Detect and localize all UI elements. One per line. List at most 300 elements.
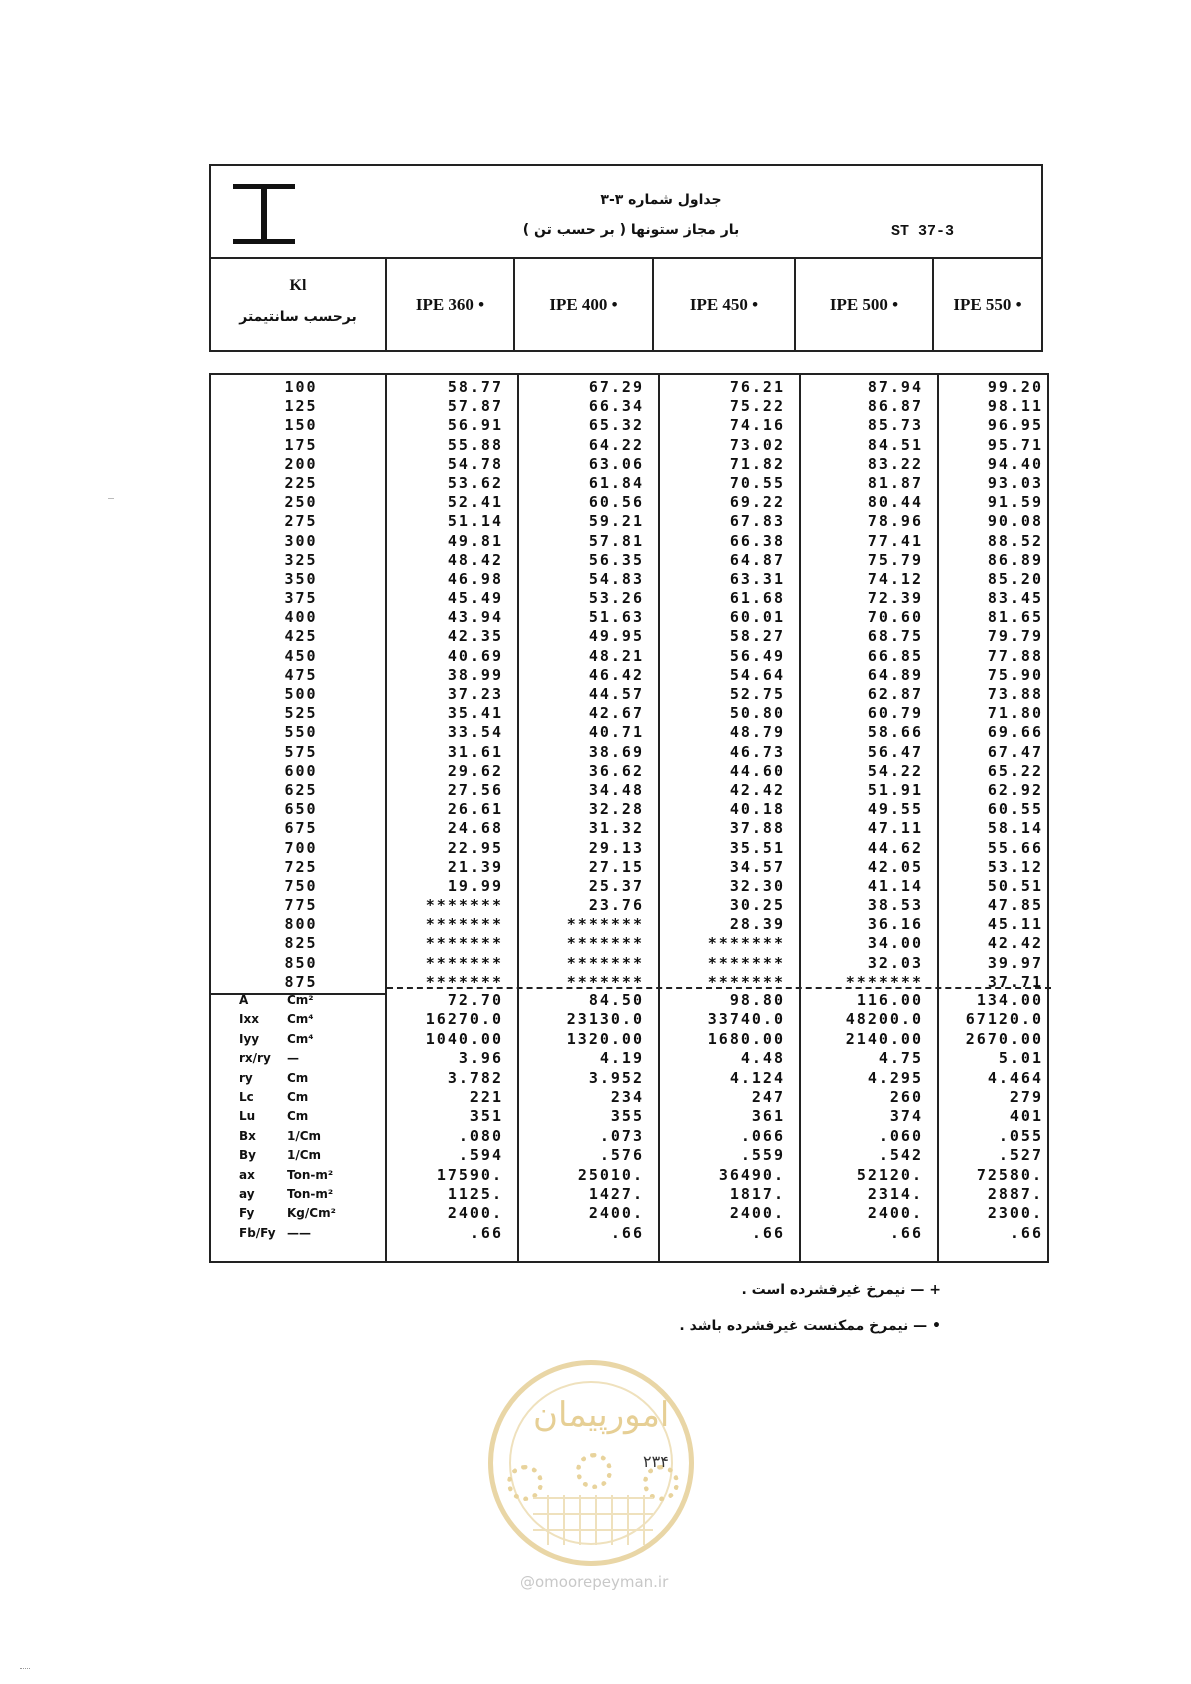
load-value: 81.87 xyxy=(867,473,923,492)
kl-value: 125 xyxy=(284,397,318,416)
load-value: ******* xyxy=(425,972,503,991)
load-value: 85.20 xyxy=(987,569,1043,588)
kl-value: 275 xyxy=(284,512,318,531)
kl-value: 775 xyxy=(284,896,318,915)
load-value: 35.51 xyxy=(729,838,785,857)
table-row xyxy=(211,397,1047,416)
load-value: ******* xyxy=(566,972,644,991)
load-value: 88.52 xyxy=(987,531,1043,550)
property-value: 355 xyxy=(610,1107,644,1126)
load-value: 95.71 xyxy=(987,435,1043,454)
property-unit: Cm² xyxy=(287,993,314,1007)
property-unit: — xyxy=(287,1051,299,1066)
table-row xyxy=(211,532,1047,551)
kl-value: 100 xyxy=(284,378,318,396)
load-value: 46.42 xyxy=(588,665,644,684)
load-value: 49.81 xyxy=(447,531,503,550)
property-value: 67120.0 xyxy=(965,1010,1043,1029)
load-value: 48.42 xyxy=(447,550,503,569)
load-value: 29.62 xyxy=(447,761,503,780)
load-value: 52.41 xyxy=(447,493,503,512)
load-value: 37.23 xyxy=(447,685,503,703)
property-row xyxy=(211,1069,1047,1088)
load-value: 42.05 xyxy=(867,857,923,876)
table-row xyxy=(211,685,1047,704)
load-value: 44.60 xyxy=(729,761,785,780)
load-value: 67.29 xyxy=(588,378,644,396)
property-unit: Ton-m² xyxy=(287,1167,334,1182)
load-value: 93.03 xyxy=(987,473,1043,492)
page-number: ۲۳۴ xyxy=(643,1452,669,1471)
load-value: ******* xyxy=(845,972,923,991)
property-unit: Cm xyxy=(287,1089,309,1104)
load-value: 75.22 xyxy=(729,397,785,416)
load-value: 30.25 xyxy=(729,896,785,915)
property-row xyxy=(211,1030,1047,1049)
load-value: 53.12 xyxy=(987,857,1043,876)
table-row xyxy=(211,589,1047,608)
load-value: 38.69 xyxy=(588,742,644,761)
load-value: 96.95 xyxy=(987,416,1043,435)
load-value: ******* xyxy=(425,953,503,972)
load-value: 81.65 xyxy=(987,608,1043,627)
property-value: .073 xyxy=(599,1126,644,1145)
kl-value: 250 xyxy=(284,493,318,512)
property-unit: Cm xyxy=(287,1070,309,1085)
property-unit: 1/Cm xyxy=(287,1148,322,1163)
load-value: 91.59 xyxy=(987,493,1043,512)
load-value: 74.12 xyxy=(867,569,923,588)
property-value: 1125. xyxy=(447,1184,503,1203)
kl-value: 625 xyxy=(284,780,318,799)
load-value: 34.48 xyxy=(588,780,644,799)
property-value: .66 xyxy=(610,1223,644,1242)
section-header: IPE 450 • xyxy=(652,259,794,350)
kl-value: 725 xyxy=(284,857,318,876)
kl-value: 575 xyxy=(284,742,318,761)
table-row xyxy=(211,762,1047,781)
property-value: .594 xyxy=(458,1146,503,1165)
property-row xyxy=(211,1166,1047,1185)
load-value: 50.80 xyxy=(729,704,785,723)
load-value: 22.95 xyxy=(447,838,503,857)
load-value: 29.13 xyxy=(588,838,644,857)
load-value: 42.42 xyxy=(729,780,785,799)
load-value: 42.67 xyxy=(588,704,644,723)
table-row xyxy=(211,551,1047,570)
table-row xyxy=(211,839,1047,858)
property-value: 17590. xyxy=(436,1165,503,1184)
load-value: 60.55 xyxy=(987,800,1043,819)
load-value: 61.84 xyxy=(588,473,644,492)
property-unit: Kg/Cm² xyxy=(287,1206,336,1221)
load-value: 37.71 xyxy=(987,972,1043,991)
load-value: 54.83 xyxy=(588,569,644,588)
load-value: 59.21 xyxy=(588,512,644,531)
property-label: ax xyxy=(239,1167,255,1182)
property-value: 23130.0 xyxy=(566,1010,644,1029)
load-value: 56.47 xyxy=(867,742,923,761)
property-row xyxy=(211,1127,1047,1146)
load-value: 51.63 xyxy=(588,608,644,627)
load-value: 84.51 xyxy=(867,435,923,454)
table-row xyxy=(211,647,1047,666)
load-value: 56.49 xyxy=(729,646,785,665)
property-value: 4.124 xyxy=(729,1068,785,1087)
load-value: ******* xyxy=(425,934,503,953)
load-value: 34.57 xyxy=(729,857,785,876)
load-value: 40.18 xyxy=(729,800,785,819)
property-value: 2400. xyxy=(588,1204,644,1223)
load-value: 73.88 xyxy=(987,685,1043,703)
load-value: 21.39 xyxy=(447,857,503,876)
load-value: 70.60 xyxy=(867,608,923,627)
load-value: 27.56 xyxy=(447,780,503,799)
property-label: ry xyxy=(239,1070,253,1085)
table-row xyxy=(211,608,1047,627)
table-row xyxy=(211,800,1047,819)
property-value: .066 xyxy=(740,1126,785,1145)
property-value: 260 xyxy=(889,1087,923,1106)
property-value: 1040.00 xyxy=(425,1029,503,1048)
load-value: 62.87 xyxy=(867,685,923,703)
load-value: 58.27 xyxy=(729,627,785,646)
kl-value: 500 xyxy=(284,685,318,703)
kl-header xyxy=(211,259,385,350)
load-value: 23.76 xyxy=(588,896,644,915)
load-value: 36.16 xyxy=(867,915,923,934)
property-value: 3.952 xyxy=(588,1068,644,1087)
property-value: 401 xyxy=(1009,1107,1043,1126)
load-value: 34.00 xyxy=(867,934,923,953)
property-value: .055 xyxy=(998,1126,1043,1145)
load-value: 72.39 xyxy=(867,589,923,608)
load-value: 26.61 xyxy=(447,800,503,819)
property-value: 1680.00 xyxy=(707,1029,785,1048)
load-value: 62.92 xyxy=(987,780,1043,799)
load-value: 28.39 xyxy=(729,915,785,934)
load-value: 61.68 xyxy=(729,589,785,608)
property-value: 4.295 xyxy=(867,1068,923,1087)
kl-value: 300 xyxy=(284,531,318,550)
kl-value: 800 xyxy=(284,915,318,934)
load-value: 85.73 xyxy=(867,416,923,435)
table-row xyxy=(211,896,1047,915)
section-header: IPE 550 • xyxy=(932,259,1041,350)
kl-value: 175 xyxy=(284,435,318,454)
kl-value: 375 xyxy=(284,589,318,608)
load-value: 60.79 xyxy=(867,704,923,723)
property-value: 72.70 xyxy=(447,991,503,1009)
column-header-row xyxy=(209,259,1043,352)
load-value: 99.20 xyxy=(987,378,1043,396)
load-value: 56.35 xyxy=(588,550,644,569)
load-value: 74.16 xyxy=(729,416,785,435)
table-row xyxy=(211,723,1047,742)
load-value: 67.47 xyxy=(987,742,1043,761)
property-value: 234 xyxy=(610,1087,644,1106)
property-row xyxy=(211,1146,1047,1165)
load-value: 58.66 xyxy=(867,723,923,742)
property-label: Lc xyxy=(239,1089,254,1104)
load-value: 75.79 xyxy=(867,550,923,569)
property-value: 2400. xyxy=(729,1204,785,1223)
load-value: 46.98 xyxy=(447,569,503,588)
load-value: 77.41 xyxy=(867,531,923,550)
footnote: • — نیمرخ ممکنست غیرفشرده باشد . xyxy=(679,1318,941,1334)
load-value: 53.62 xyxy=(447,473,503,492)
kl-value: 675 xyxy=(284,819,318,838)
kl-value: 825 xyxy=(284,934,318,953)
load-value: 67.83 xyxy=(729,512,785,531)
property-value: 4.75 xyxy=(878,1049,923,1068)
load-value: 73.02 xyxy=(729,435,785,454)
load-value: ******* xyxy=(707,972,785,991)
property-label: Iyy xyxy=(239,1031,260,1046)
section-properties xyxy=(211,991,1047,1243)
load-value: 57.81 xyxy=(588,531,644,550)
load-value: 66.85 xyxy=(867,646,923,665)
property-value: 2670.00 xyxy=(965,1029,1043,1048)
load-value: 65.32 xyxy=(588,416,644,435)
load-value: 57.87 xyxy=(447,397,503,416)
property-unit: Cm⁴ xyxy=(287,1031,314,1046)
load-value: 39.97 xyxy=(987,953,1043,972)
load-value: 45.11 xyxy=(987,915,1043,934)
property-unit: Cm xyxy=(287,1109,309,1124)
allowable-load-table xyxy=(209,373,1049,1263)
table-row xyxy=(211,858,1047,877)
load-value: 48.21 xyxy=(588,646,644,665)
property-row xyxy=(211,1010,1047,1029)
kl-value: 450 xyxy=(284,646,318,665)
load-value: 31.32 xyxy=(588,819,644,838)
property-value: 4.48 xyxy=(740,1049,785,1068)
property-value: 2887. xyxy=(987,1184,1043,1203)
property-value: .66 xyxy=(751,1223,785,1242)
property-value: 25010. xyxy=(577,1165,644,1184)
table-row xyxy=(211,743,1047,762)
load-value: 45.49 xyxy=(447,589,503,608)
property-value: 2140.00 xyxy=(845,1029,923,1048)
property-value: 36490. xyxy=(718,1165,785,1184)
load-value: 70.55 xyxy=(729,473,785,492)
load-value: ******* xyxy=(425,896,503,915)
load-value: 35.41 xyxy=(447,704,503,723)
table-row xyxy=(211,877,1047,896)
table-row xyxy=(211,781,1047,800)
table-row xyxy=(211,954,1047,973)
property-unit: —— xyxy=(287,1225,311,1240)
property-value: .080 xyxy=(458,1126,503,1145)
table-row xyxy=(211,378,1047,397)
load-value: 32.30 xyxy=(729,876,785,895)
property-unit: Cm⁴ xyxy=(287,1012,314,1027)
load-value: 63.06 xyxy=(588,454,644,473)
property-value: .559 xyxy=(740,1146,785,1165)
property-value: 374 xyxy=(889,1107,923,1126)
property-value: 221 xyxy=(469,1087,503,1106)
property-value: 33740.0 xyxy=(707,1010,785,1029)
load-value: ******* xyxy=(566,934,644,953)
load-value: 68.75 xyxy=(867,627,923,646)
property-value: 2314. xyxy=(867,1184,923,1203)
load-rows xyxy=(211,378,1047,992)
property-value: 52120. xyxy=(856,1165,923,1184)
load-value: 24.68 xyxy=(447,819,503,838)
property-row xyxy=(211,1224,1047,1243)
table-row xyxy=(211,627,1047,646)
load-value: 42.35 xyxy=(447,627,503,646)
load-value: 54.78 xyxy=(447,454,503,473)
property-value: 361 xyxy=(751,1107,785,1126)
load-value: 51.91 xyxy=(867,780,923,799)
table-row xyxy=(211,512,1047,531)
load-value: 32.28 xyxy=(588,800,644,819)
steel-grade: ST 37-3 xyxy=(891,223,955,240)
load-value: 64.89 xyxy=(867,665,923,684)
load-value: 25.37 xyxy=(588,876,644,895)
table-row xyxy=(211,493,1047,512)
load-value: 48.79 xyxy=(729,723,785,742)
property-label: Fy xyxy=(239,1206,255,1221)
load-value: 38.53 xyxy=(867,896,923,915)
load-value: 46.73 xyxy=(729,742,785,761)
section-header: IPE 500 • xyxy=(794,259,932,350)
table-row xyxy=(211,436,1047,455)
table-row xyxy=(211,915,1047,934)
property-value: 134.00 xyxy=(976,991,1043,1009)
load-value: 64.22 xyxy=(588,435,644,454)
property-value: .060 xyxy=(878,1126,923,1145)
table-row xyxy=(211,570,1047,589)
load-value: 44.62 xyxy=(867,838,923,857)
table-row xyxy=(211,455,1047,474)
load-value: 60.56 xyxy=(588,493,644,512)
property-unit: Ton-m² xyxy=(287,1186,334,1201)
table-row xyxy=(211,819,1047,838)
section-header: IPE 400 • xyxy=(513,259,652,350)
table-header xyxy=(209,164,1043,259)
load-value: 63.31 xyxy=(729,569,785,588)
kl-value: 650 xyxy=(284,800,318,819)
load-value: 66.34 xyxy=(588,397,644,416)
load-value: 37.88 xyxy=(729,819,785,838)
property-row xyxy=(211,991,1047,1010)
kl-value: 225 xyxy=(284,473,318,492)
load-value: 60.01 xyxy=(729,608,785,627)
load-value: 76.21 xyxy=(729,378,785,396)
kl-value: 150 xyxy=(284,416,318,435)
load-value: ******* xyxy=(566,953,644,972)
watermark-url: @omoorepeyman.ir xyxy=(520,1573,669,1591)
property-value: 48200.0 xyxy=(845,1010,923,1029)
property-value: 3.782 xyxy=(447,1068,503,1087)
i-beam-icon xyxy=(233,184,295,244)
load-value: 75.90 xyxy=(987,665,1043,684)
load-value: 55.88 xyxy=(447,435,503,454)
load-value: 19.99 xyxy=(447,876,503,895)
property-value: 1427. xyxy=(588,1184,644,1203)
load-value: ******* xyxy=(707,934,785,953)
property-value: 2400. xyxy=(447,1204,503,1223)
property-row xyxy=(211,1107,1047,1126)
load-value: 65.22 xyxy=(987,761,1043,780)
load-value: 71.82 xyxy=(729,454,785,473)
load-value: 71.80 xyxy=(987,704,1043,723)
load-value: 77.88 xyxy=(987,646,1043,665)
property-value: .66 xyxy=(469,1223,503,1242)
load-value: 86.87 xyxy=(867,397,923,416)
table-subtitle: بار مجاز ستونها ( بر حسب تن ) xyxy=(522,222,740,238)
kl-label: Kl xyxy=(289,276,307,294)
load-value: 54.64 xyxy=(729,665,785,684)
property-value: 72580. xyxy=(976,1165,1043,1184)
property-row xyxy=(211,1088,1047,1107)
load-value: 27.15 xyxy=(588,857,644,876)
load-value: 49.55 xyxy=(867,800,923,819)
load-value: 83.22 xyxy=(867,454,923,473)
property-value: 4.19 xyxy=(599,1049,644,1068)
property-value: .527 xyxy=(998,1146,1043,1165)
kl-value: 325 xyxy=(284,550,318,569)
load-value: 40.71 xyxy=(588,723,644,742)
table-row xyxy=(211,934,1047,953)
load-value: 87.94 xyxy=(867,378,923,396)
property-row xyxy=(211,1185,1047,1204)
load-value: 90.08 xyxy=(987,512,1043,531)
property-label: Bx xyxy=(239,1128,256,1143)
load-value: 32.03 xyxy=(867,953,923,972)
load-value: 47.85 xyxy=(987,896,1043,915)
property-value: 16270.0 xyxy=(425,1010,503,1029)
kl-value: 550 xyxy=(284,723,318,742)
load-value: 80.44 xyxy=(867,493,923,512)
property-value: 279 xyxy=(1009,1087,1043,1106)
property-label: By xyxy=(239,1148,256,1163)
property-value: .542 xyxy=(878,1146,923,1165)
load-value: 83.45 xyxy=(987,589,1043,608)
property-value: 4.464 xyxy=(987,1068,1043,1087)
load-value: 94.40 xyxy=(987,454,1043,473)
load-value: 31.61 xyxy=(447,742,503,761)
load-value: 58.77 xyxy=(447,378,503,396)
load-value: 36.62 xyxy=(588,761,644,780)
load-value: 66.38 xyxy=(729,531,785,550)
kl-value: 700 xyxy=(284,838,318,857)
load-value: 58.14 xyxy=(987,819,1043,838)
kl-unit: برحسب سانتیمتر xyxy=(239,308,357,325)
load-value: ******* xyxy=(566,915,644,934)
load-value: 44.57 xyxy=(588,685,644,703)
load-value: 38.99 xyxy=(447,665,503,684)
load-value: 56.91 xyxy=(447,416,503,435)
load-value: 64.87 xyxy=(729,550,785,569)
load-value: 40.69 xyxy=(447,646,503,665)
property-value: 2300. xyxy=(987,1204,1043,1223)
kl-value: 425 xyxy=(284,627,318,646)
property-label: ay xyxy=(239,1186,255,1201)
kl-value: 750 xyxy=(284,876,318,895)
property-value: 98.80 xyxy=(729,991,785,1009)
load-value: 42.42 xyxy=(987,934,1043,953)
load-value: 43.94 xyxy=(447,608,503,627)
property-value: .66 xyxy=(889,1223,923,1242)
load-value: 98.11 xyxy=(987,397,1043,416)
kl-value: 475 xyxy=(284,665,318,684)
load-value: 49.95 xyxy=(588,627,644,646)
footnote: + — نیمرخ غیرفشرده است . xyxy=(741,1282,941,1298)
